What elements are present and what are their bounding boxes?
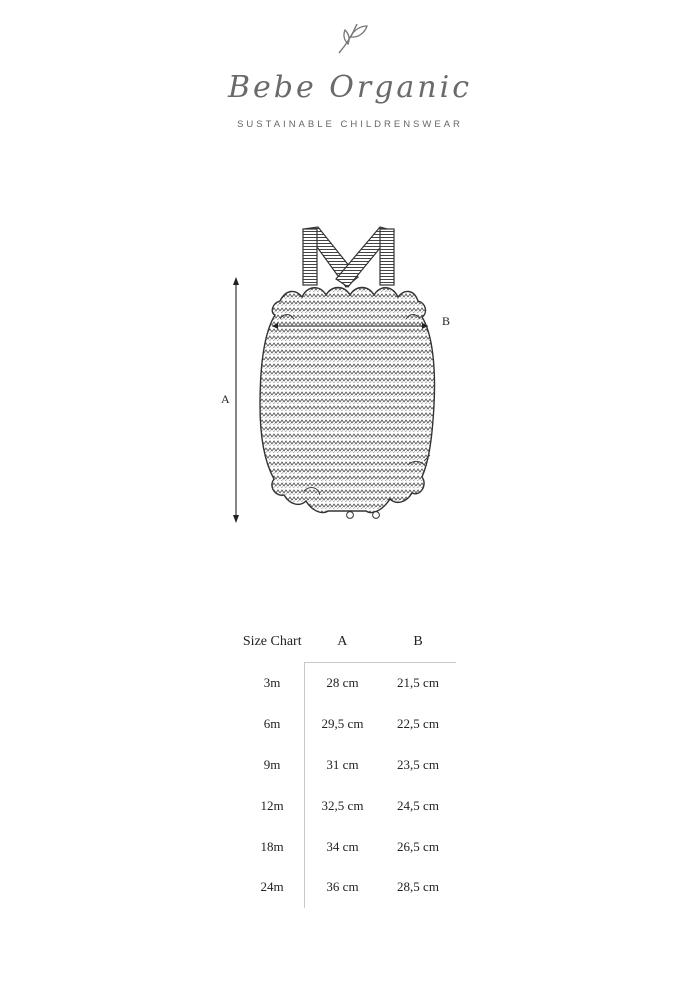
leaf-sprig-icon [331,20,375,56]
measurement-a-cell: 34 cm [305,826,381,867]
brand-tagline: SUSTAINABLE CHILDRENSWEAR [237,119,463,130]
size-cell: 24m [260,879,284,895]
measurement-a-cell: 36 cm [305,867,381,908]
measurement-a-cell: 31 cm [305,745,381,786]
size-cell: 12m [260,797,284,813]
measurement-b-cell: 26,5 cm [397,838,439,854]
size-chart-header-size: Size Chart [242,634,302,650]
size-cell: 9m [263,756,281,772]
measurement-a-cell: 29,5 cm [305,704,381,745]
size-chart-header-b: B [413,634,423,649]
measurement-b-cell: 24,5 cm [397,797,439,813]
brand-name: Bebe Organic [227,70,473,105]
romper-body [260,288,435,513]
measurement-b-cell: 21,5 cm [397,675,439,691]
measurement-a-cell: 28 cm [305,663,381,704]
table-row [240,704,456,745]
measurement-a-line [233,277,239,523]
size-chart-header-row [240,622,456,663]
measurement-a-label: A [221,392,230,406]
size-cell: 18m [260,838,284,854]
measurement-b-cell: 28,5 cm [397,879,439,895]
measurement-b-cell: 23,5 cm [397,756,439,772]
measurement-b-label: B [442,314,451,328]
straps [303,227,394,287]
measurement-a-cell: 32,5 cm [305,785,381,826]
size-chart-header-a: A [337,634,348,649]
romper-diagram [200,215,480,535]
size-cell: 6m [263,716,281,732]
size-cell: 3m [263,675,281,691]
table-row [240,785,456,826]
table-row [240,745,456,786]
table-row [240,867,456,908]
measurement-b-cell: 22,5 cm [397,716,439,732]
size-chart-table [240,622,456,908]
table-row [240,663,456,704]
table-row [240,826,456,867]
